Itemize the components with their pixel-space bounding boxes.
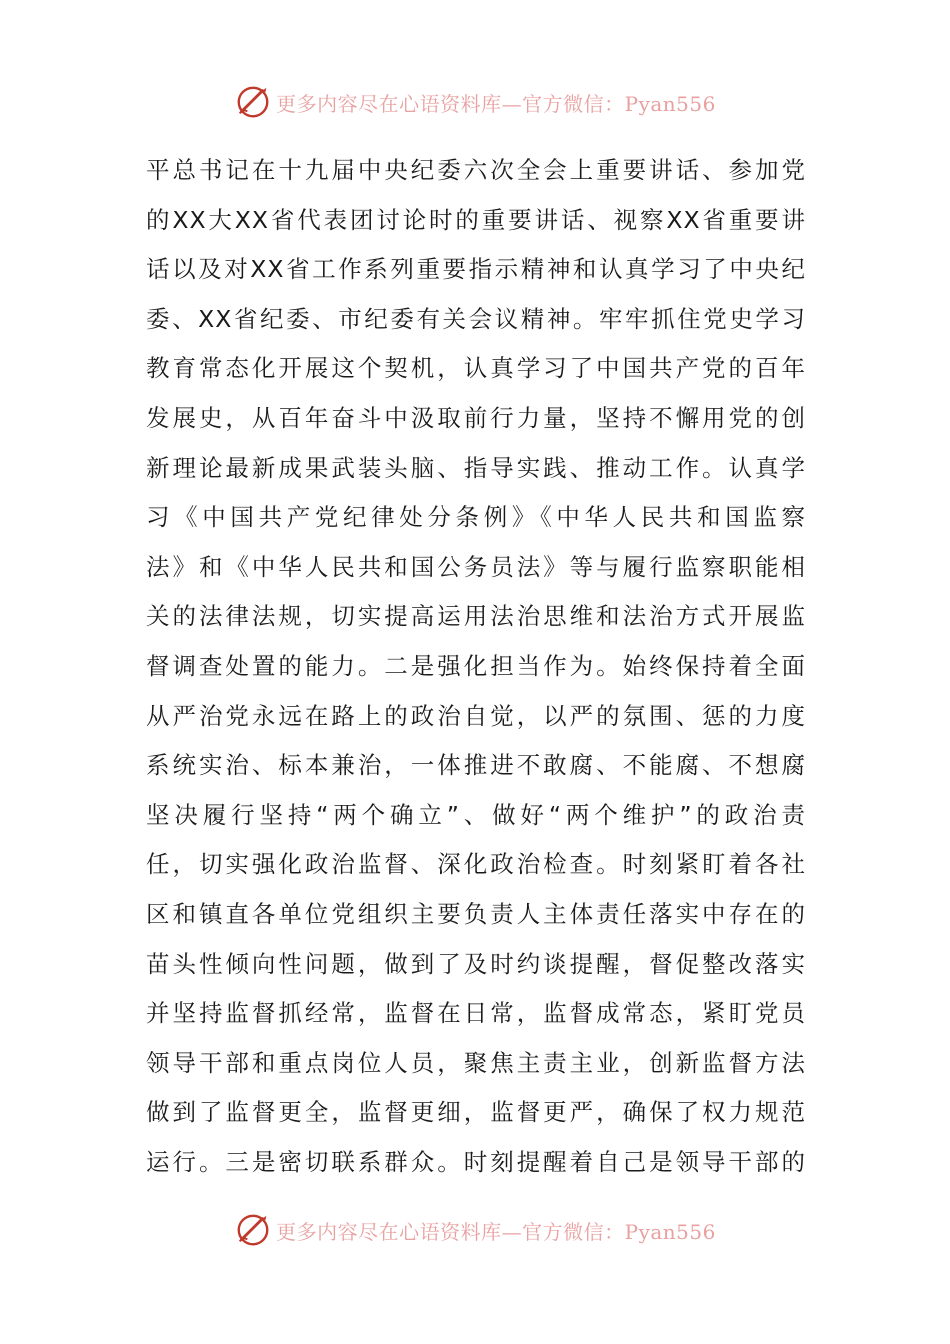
text-line: 话以及对XX省工作系列重要指示精神和认真学习了中央纪: [146, 255, 806, 284]
text-line: 运行。三是密切联系群众。时刻提醒着自己是领导干部的: [146, 1147, 806, 1176]
banner-text: 更多内容尽在心语资料库—官方微信：Pyan556: [276, 1219, 716, 1244]
text-line: 教育常态化开展这个契机，认真学习了中国共产党的百年: [146, 354, 806, 383]
text-line: 关的法律法规，切实提高运用法治思维和法治方式开展监: [146, 602, 806, 631]
text-line: 习《中国共产党纪律处分条例》《中华人民共和国监察: [146, 503, 806, 532]
banner-text: 更多内容尽在心语资料库—官方微信：Pyan556: [276, 91, 716, 116]
header-banner: [0, 82, 950, 122]
text-line: 发展史，从百年奋斗中汲取前行力量，坚持不懈用党的创: [146, 403, 806, 432]
text-line: 区和镇直各单位党组织主要负责人主体责任落实中存在的: [146, 899, 806, 928]
text-line: 坚决履行坚持“两个确立”、做好“两个维护”的政治责: [146, 800, 806, 829]
pen-logo-icon: [234, 1211, 272, 1249]
text-line: 的XX大XX省代表团讨论时的重要讲话、视察XX省重要讲: [146, 205, 806, 234]
text-line: 法》和《中华人民共和国公务员法》等与履行监察职能相: [146, 552, 806, 581]
pen-logo-icon: [234, 83, 272, 121]
text-line: 新理论最新成果武装头脑、指导实践、推动工作。认真学: [146, 453, 806, 482]
text-line: 苗头性倾向性问题，做到了及时约谈提醒，督促整改落实: [146, 949, 806, 978]
text-line: 系统实治、标本兼治，一体推进不敢腐、不能腐、不想腐: [146, 751, 806, 780]
text-line: 从严治党永远在路上的政治自觉，以严的氛围、惩的力度: [146, 701, 806, 730]
document-paragraph: [146, 146, 806, 1187]
text-line: 领导干部和重点岗位人员，聚焦主责主业，创新监督方法: [146, 1048, 806, 1077]
text-line: 任，切实强化政治监督、深化政治检查。时刻紧盯着各社: [146, 850, 806, 879]
text-line: 做到了监督更全，监督更细，监督更严，确保了权力规范: [146, 1098, 806, 1127]
text-line: 平总书记在十九届中央纪委六次全会上重要讲话、参加党: [146, 156, 806, 184]
footer-banner: [0, 1210, 950, 1250]
text-line: 并坚持监督抓经常，监督在日常，监督成常态，紧盯党员: [146, 999, 806, 1028]
text-line: 督调查处置的能力。二是强化担当作为。始终保持着全面: [146, 651, 806, 680]
text-line: 委、XX省纪委、市纪委有关会议精神。牢牢抓住党史学习: [146, 304, 806, 333]
